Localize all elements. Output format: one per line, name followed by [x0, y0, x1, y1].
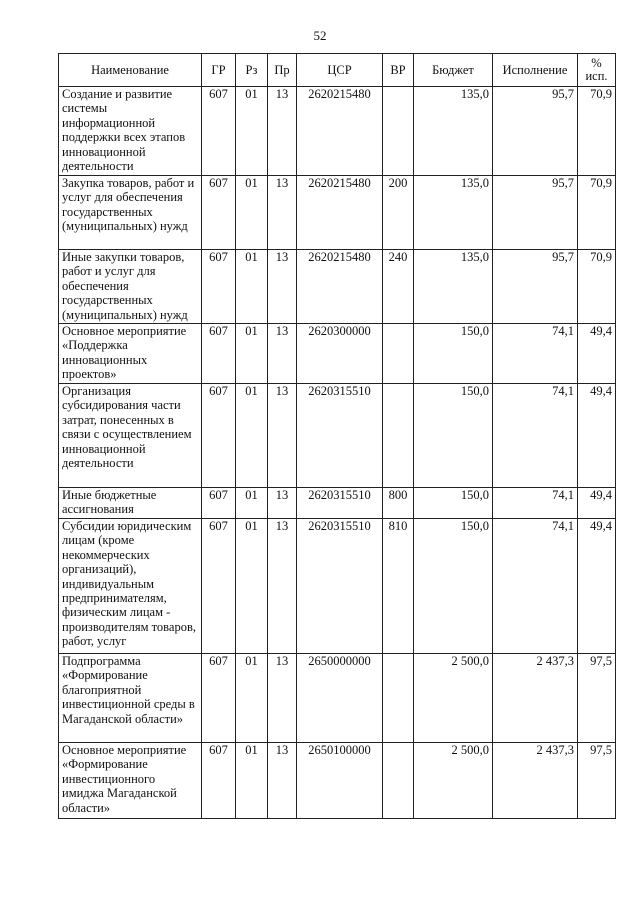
budget-table — [58, 53, 616, 819]
header-execution: Исполнение — [493, 54, 578, 87]
row-vr: 240 — [383, 250, 414, 324]
row-budget: 2 500,0 — [414, 654, 493, 743]
row-budget: 135,0 — [414, 250, 493, 324]
row-pr: 13 — [268, 384, 297, 488]
row-gr: 607 — [202, 87, 236, 176]
row-pr: 13 — [268, 519, 297, 654]
row-rz: 01 — [236, 384, 268, 488]
row-pr: 13 — [268, 654, 297, 743]
row-rz: 01 — [236, 488, 268, 519]
row-pr: 13 — [268, 176, 297, 250]
row-percent: 70,9 — [578, 250, 616, 324]
row-budget: 150,0 — [414, 519, 493, 654]
table-row — [59, 654, 616, 743]
row-pr: 13 — [268, 743, 297, 819]
row-name: Основное мероприятие «Формирование инвестиционного имиджа Магаданской области» — [59, 743, 202, 819]
row-gr: 607 — [202, 743, 236, 819]
row-vr — [383, 654, 414, 743]
row-percent: 49,4 — [578, 488, 616, 519]
header-csr: ЦСР — [297, 54, 383, 87]
header-vr: ВР — [383, 54, 414, 87]
row-rz: 01 — [236, 519, 268, 654]
header-name: Наименование — [59, 54, 202, 87]
header-budget: Бюджет — [414, 54, 493, 87]
page-number: 52 — [313, 28, 327, 43]
header-pr: Пр — [268, 54, 297, 87]
row-gr: 607 — [202, 324, 236, 384]
row-budget: 150,0 — [414, 488, 493, 519]
row-execution: 74,1 — [493, 519, 578, 654]
row-vr: 200 — [383, 176, 414, 250]
row-vr: 800 — [383, 488, 414, 519]
row-csr: 2620315510 — [297, 488, 383, 519]
row-rz: 01 — [236, 250, 268, 324]
row-budget: 135,0 — [414, 87, 493, 176]
row-csr: 2650100000 — [297, 743, 383, 819]
row-percent: 97,5 — [578, 743, 616, 819]
row-vr: 810 — [383, 519, 414, 654]
row-budget: 150,0 — [414, 324, 493, 384]
row-pr: 13 — [268, 488, 297, 519]
row-rz: 01 — [236, 176, 268, 250]
row-execution: 95,7 — [493, 250, 578, 324]
row-execution: 74,1 — [493, 324, 578, 384]
row-gr: 607 — [202, 250, 236, 324]
row-name: Закупка товаров, работ и услуг для обеспечения государственных (муниципальных) нужд — [59, 176, 202, 250]
row-gr: 607 — [202, 384, 236, 488]
row-pr: 13 — [268, 324, 297, 384]
row-vr — [383, 384, 414, 488]
row-vr — [383, 324, 414, 384]
row-name: Подпрограмма «Формирование благоприятной инвестиционной среды в Магаданской области» — [59, 654, 202, 743]
row-name: Организация субсидирования части затрат, понесенных в связи с осуществлением инновационной деятельности — [59, 384, 202, 488]
row-budget: 135,0 — [414, 176, 493, 250]
row-name: Субсидии юридическим лицам (кроме некоммерческих организаций), индивидуальным предпринимателям, физическим лицам - производителям товаров, работ, услуг — [59, 519, 202, 654]
row-pr: 13 — [268, 250, 297, 324]
row-name: Основное мероприятие «Поддержка инновационных проектов» — [59, 324, 202, 384]
row-budget: 150,0 — [414, 384, 493, 488]
row-csr: 2620315510 — [297, 519, 383, 654]
row-pr: 13 — [268, 87, 297, 176]
row-csr: 2620215480 — [297, 87, 383, 176]
row-budget: 2 500,0 — [414, 743, 493, 819]
row-vr — [383, 743, 414, 819]
row-gr: 607 — [202, 176, 236, 250]
row-execution: 74,1 — [493, 488, 578, 519]
row-vr — [383, 87, 414, 176]
row-gr: 607 — [202, 519, 236, 654]
row-percent: 49,4 — [578, 519, 616, 654]
header-gr: ГР — [202, 54, 236, 87]
row-csr: 2650000000 — [297, 654, 383, 743]
row-rz: 01 — [236, 654, 268, 743]
table-row — [59, 519, 616, 654]
row-name: Создание и развитие системы информационной поддержки всех этапов инновационной деятельности — [59, 87, 202, 176]
row-percent: 49,4 — [578, 324, 616, 384]
row-percent: 70,9 — [578, 87, 616, 176]
header-percent: % исп. — [578, 54, 616, 87]
row-percent: 49,4 — [578, 384, 616, 488]
row-execution: 95,7 — [493, 87, 578, 176]
header-rz: Рз — [236, 54, 268, 87]
table-row — [59, 87, 616, 176]
row-csr: 2620215480 — [297, 176, 383, 250]
row-csr: 2620300000 — [297, 324, 383, 384]
row-rz: 01 — [236, 743, 268, 819]
row-name: Иные бюджетные ассигнования — [59, 488, 202, 519]
table-row — [59, 176, 616, 250]
row-rz: 01 — [236, 324, 268, 384]
row-percent: 97,5 — [578, 654, 616, 743]
row-gr: 607 — [202, 654, 236, 743]
table-row — [59, 250, 616, 324]
header-row — [59, 54, 616, 87]
table-row — [59, 384, 616, 488]
table-row — [59, 324, 616, 384]
table-row — [59, 743, 616, 819]
row-execution: 95,7 — [493, 176, 578, 250]
row-percent: 70,9 — [578, 176, 616, 250]
row-rz: 01 — [236, 87, 268, 176]
table-row — [59, 488, 616, 519]
row-csr: 2620215480 — [297, 250, 383, 324]
row-execution: 2 437,3 — [493, 654, 578, 743]
row-name: Иные закупки товаров, работ и услуг для обеспечения государственных (муниципальных) нужд — [59, 250, 202, 324]
row-gr: 607 — [202, 488, 236, 519]
row-execution: 2 437,3 — [493, 743, 578, 819]
row-csr: 2620315510 — [297, 384, 383, 488]
row-execution: 74,1 — [493, 384, 578, 488]
